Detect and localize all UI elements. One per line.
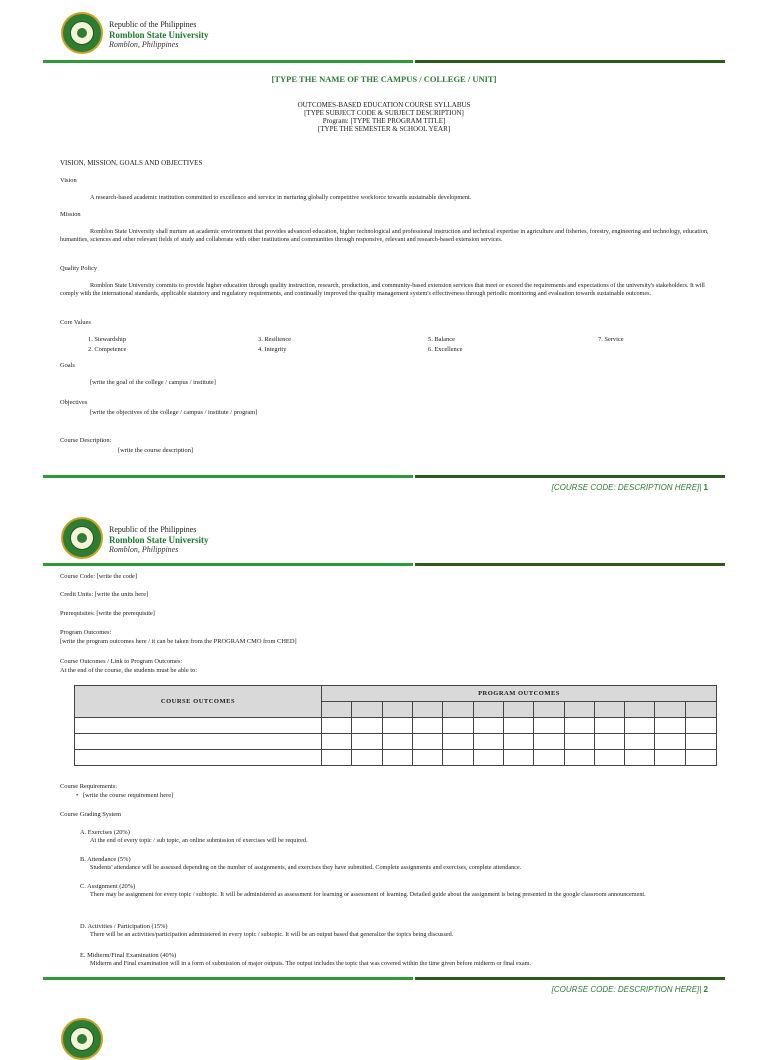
core-values-label: Core Values [60,319,91,326]
university-seal-icon [61,517,103,559]
university-name: Romblon State University [109,535,209,545]
syllabus-page-2 [0,505,768,1005]
syllabus-title-4: [TYPE THE SEMESTER & SCHOOL YEAR] [317,125,451,133]
header-rule-dark [415,563,725,566]
program-outcomes-header: PROGRAM OUTCOMES [322,686,717,702]
page-footer [552,483,708,492]
syllabus-title-2: [TYPE SUBJECT CODE & SUBJECT DESCRIPTION] [304,109,464,117]
table-row [75,734,717,750]
footer-course-code: [COURSE CODE: DESCRIPTION HERE]| [551,985,704,994]
core-value-5: 5. Balance [428,336,455,343]
grading-item-e-text: Midterm and Final examination will in a form of submission of major outputs. The output includes the topic that was covered within the time given before midterm or final exam. [90,960,531,967]
core-value-3: 3. Resilience [258,336,292,343]
university-location: Romblon, Philippines [109,40,179,49]
section-heading: VISION, MISSION, GOALS AND OBJECTIVES [60,159,203,167]
course-requirements-label: Course Requirements: [60,783,117,790]
grading-item-a-text: At the end of every topic / sub topic, an online submission of exercises will be required. [90,837,308,844]
university-seal-icon [61,1018,103,1060]
course-code: Course Code: [write the code] [60,573,138,580]
page-number: 2 [703,985,708,994]
page-header [0,505,768,567]
objectives-label: Objectives [60,399,88,406]
republic-line: Republic of the Philippines [109,525,197,534]
course-description-text: [write the course description] [118,447,194,454]
page-header [0,0,768,62]
grading-item-d-text: There will be an activities/participation administered in every topic / subtopic. It will be an output based that generalize the topics being discussed. [90,931,454,938]
header-text [109,20,209,50]
grading-item-c-title: C. Assignment (20%) [80,883,136,890]
program-outcomes-text: [write the program outcomes here / it can be taken from the PROGRAM CMO from CHED] [60,638,297,645]
page-number: 1 [703,483,708,492]
objectives-text: [write the objectives of the college / campus / institute / program] [90,409,258,416]
footer-course-code: [COURSE CODE: DESCRIPTION HERE]| [551,483,704,492]
quality-policy-label: Quality Policy [60,265,98,272]
grading-item-a-title: A. Exercises (20%) [80,829,130,836]
syllabus-title-1: OUTCOMES-BASED EDUCATION COURSE SYLLABUS [297,101,471,109]
core-value-6: 6. Excellence [428,346,463,353]
course-requirement-item [76,792,173,800]
header-text [109,525,209,555]
bullet-icon: • [76,792,84,799]
mission-text: Romblon State University shall nurture an academic environment that provides advanced education, higher technological and professional instruction and technical expertise in agriculture and fisheries, forestry, engineering and technology, education, humanities, sciences and other relevant fields of study and collaborate with other institutions and communities through responsive, relevant and research-based extension services. [60,228,709,243]
footer-rule-dark [415,475,725,478]
course-description-label: Course Description: [60,437,112,444]
grading-item-c-text: There may be assignment for every topic / subtopic. It will be administered as assessment for learning or assessment of learning. Detailed guide about the assignment is being presented in the google classroom announcement. [90,891,646,898]
grading-system-label: Course Grading System [60,811,122,818]
course-outcomes-link-label: Course Outcomes / Link to Program Outcomes: [60,658,183,665]
header-rule-green [43,563,413,566]
credit-units: Credit Units: [write the units here] [60,591,149,598]
footer-rule-dark [415,977,725,980]
university-location: Romblon, Philippines [109,545,179,554]
footer-rule-green [43,475,413,478]
syllabus-page-1 [0,0,768,500]
header-rule-green [43,60,413,63]
course-outcomes-intro: At the end of the course, the students must be able to: [60,667,198,674]
core-value-4: 4. Integrity [258,346,287,353]
table-row [75,750,717,766]
syllabus-title-3: Program: [TYPE THE PROGRAM TITLE] [322,117,446,125]
vision-text: A research-based academic institution committed to excellence and service in nurturing globally competitive workforce towards sustainable development. [90,194,472,201]
campus-title: [TYPE THE NAME OF THE CAMPUS / COLLEGE / UNIT] [271,74,497,84]
prerequisites: Prerequisites: [write the prerequisite] [60,610,155,617]
outcomes-table [74,685,717,766]
vision-label: Vision [60,177,77,184]
core-value-7: 7. Service [598,336,624,343]
goals-label: Goals [60,362,75,369]
republic-line: Republic of the Philippines [109,20,197,29]
syllabus-page-3-partial [0,1006,768,1024]
mission-label: Mission [60,211,81,218]
program-outcomes-label: Program Outcomes: [60,629,112,636]
footer-rule-green [43,977,413,980]
header-rule-dark [415,60,725,63]
university-name: Romblon State University [109,30,209,40]
core-value-2: 2. Competence [88,346,127,353]
page-footer [552,985,708,994]
table-row [75,718,717,734]
grading-item-e-title: E. Midterm/Final Examination (40%) [80,952,177,959]
course-requirement-text: [write the course requirement here] [83,792,174,799]
core-value-1: 1. Stewardship [88,336,126,343]
goals-text: [write the goal of the college / campus / institute] [90,379,216,386]
grading-item-d-title: D. Activities / Participation (15%) [80,923,168,930]
grading-item-b-title: B. Attendance (5%) [80,856,131,863]
university-seal-icon [61,12,103,54]
course-outcomes-header: COURSE OUTCOMES [75,686,322,718]
grading-item-b-text: Students' attendance will be assessed depending on the number of assignments, and exercises they have submitted. Complete assignments and exercises, complete attendance. [90,864,522,871]
quality-policy-text: Romblon State University commits to provide higher education through quality instruction, research, production, and community-based extension services that meet or exceed the requirements and expectations of the university's stakeholders. It will comply with the international standards, applicable statutory and regulatory requirements, and continually improved the quality management system's effectiveness through periodic monitoring and evaluation towards sustainable outcomes. [60,282,705,297]
